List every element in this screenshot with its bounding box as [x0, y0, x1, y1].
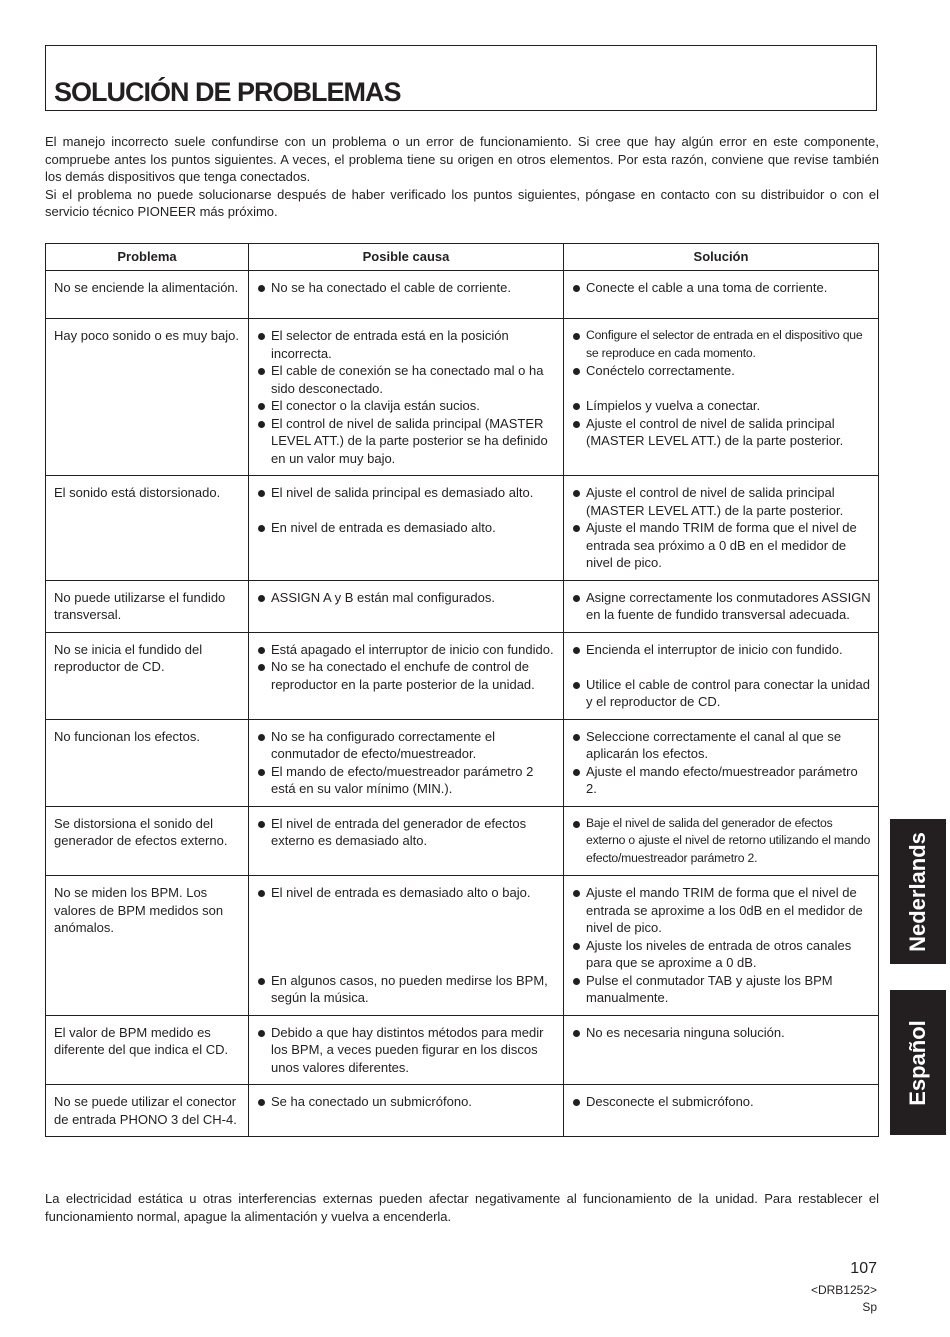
cause-item: En algunos casos, no pueden medirse los BPM, según la música. [257, 972, 557, 1007]
language-tab-nederlands [890, 819, 946, 964]
problem-cell: No se puede utilizar el conector de entrada PHONO 3 del CH-4. [46, 1085, 249, 1137]
intro-paragraph-2: Si el problema no puede solucionarse después de haber verificado los puntos siguientes, póngase en contacto con su distribuidor o con el servicio técnico PIONEER más próximo. [45, 186, 879, 219]
solution-cell [564, 271, 879, 319]
cause-item: En nivel de entrada es demasiado alto. [257, 519, 557, 537]
language-tab-label: Nederlands [905, 831, 930, 952]
solution-item: Seleccione correctamente el canal al que se aplicarán los efectos. [572, 728, 872, 763]
cause-item: El control de nivel de salida principal (MASTER LEVEL ATT.) de la parte posterior se ha definido en un valor muy bajo. [257, 415, 557, 468]
cause-item: El mando de efecto/muestreador parámetro 2 está en su valor mínimo (MIN.). [257, 763, 557, 798]
header-solution: Solución [564, 244, 879, 271]
problem-cell: No puede utilizarse el fundido transversal. [46, 580, 249, 632]
cause-item: No se ha configurado correctamente el conmutador de efecto/muestreador. [257, 728, 557, 763]
solution-item: Ajuste el mando TRIM de forma que el nivel de entrada sea próximo a 0 dB en el medidor de nivel de pico. [572, 519, 872, 572]
troubleshooting-table [45, 243, 879, 1137]
table-row [46, 319, 879, 476]
cause-cell [249, 1085, 564, 1137]
footer-note: La electricidad estática u otras interferencias externas pueden afectar negativamente al funcionamiento de la unidad. Para restablecer el funcionamiento normal, apague la alimentación y vuelva a encenderla. [45, 1191, 879, 1224]
solution-cell [564, 806, 879, 876]
solution-cell [564, 719, 879, 806]
table-row [46, 632, 879, 719]
cause-item: ASSIGN A y B están mal configurados. [257, 589, 557, 607]
solution-item: Límpielos y vuelva a conectar. [572, 397, 872, 415]
table-row [46, 876, 879, 1016]
problem-cell: Hay poco sonido o es muy bajo. [46, 319, 249, 476]
solution-item: Ajuste el mando efecto/muestreador parámetro 2. [572, 763, 872, 798]
solution-item: Ajuste los niveles de entrada de otros canales para que se aproxime a 0 dB. [572, 937, 872, 972]
table-header-row [46, 244, 879, 271]
cause-cell [249, 319, 564, 476]
solution-cell [564, 1085, 879, 1137]
cause-cell [249, 806, 564, 876]
cause-item: El selector de entrada está en la posición incorrecta. [257, 327, 557, 362]
page-number: 107 [850, 1260, 877, 1277]
solution-cell [564, 1015, 879, 1085]
cause-cell [249, 876, 564, 1016]
problem-cell: No se inicia el fundido del reproductor de CD. [46, 632, 249, 719]
problem-cell: Se distorsiona el sonido del generador de efectos externo. [46, 806, 249, 876]
cause-cell [249, 271, 564, 319]
problem-cell: No se miden los BPM. Los valores de BPM medidos son anómalos. [46, 876, 249, 1016]
cause-cell [249, 632, 564, 719]
solution-item: Pulse el conmutador TAB y ajuste los BPM manualmente. [572, 972, 872, 1007]
solution-item: Encienda el interruptor de inicio con fundido. [572, 641, 872, 659]
solution-item: Ajuste el control de nivel de salida principal (MASTER LEVEL ATT.) de la parte posterior. [572, 484, 872, 519]
solution-cell [564, 876, 879, 1016]
header-cause: Posible causa [249, 244, 564, 271]
language-code: Sp [862, 1300, 877, 1314]
language-tab-label: Español [905, 1019, 930, 1106]
cause-item: El cable de conexión se ha conectado mal o ha sido desconectado. [257, 362, 557, 397]
cause-cell [249, 476, 564, 581]
solution-item: Utilice el cable de control para conectar la unidad y el reproductor de CD. [572, 676, 872, 711]
problem-cell: No se enciende la alimentación. [46, 271, 249, 319]
cause-item: El nivel de entrada es demasiado alto o bajo. [257, 884, 557, 902]
solution-cell [564, 476, 879, 581]
document-reference [811, 1282, 877, 1316]
table-row [46, 476, 879, 581]
solution-item: Ajuste el mando TRIM de forma que el nivel de entrada se aproxime a los 0dB en el medidor de nivel de pico. [572, 884, 872, 937]
solution-item: Conéctelo correctamente. [572, 362, 872, 380]
table-row [46, 1015, 879, 1085]
page-title: SOLUCIÓN DE PROBLEMAS [54, 77, 401, 107]
intro-text [45, 133, 879, 221]
cause-item: El nivel de entrada del generador de efectos externo es demasiado alto. [257, 815, 557, 850]
table-row [46, 719, 879, 806]
title-box [45, 45, 877, 111]
cause-item: El conector o la clavija están sucios. [257, 397, 557, 415]
cause-item: No se ha conectado el enchufe de control de reproductor en la parte posterior de la unidad. [257, 658, 557, 693]
problem-cell: El sonido está distorsionado. [46, 476, 249, 581]
solution-cell [564, 632, 879, 719]
solution-item: Baje el nivel de salida del generador de efectos externo o ajuste el nivel de retorno utilizando el mando efecto/muestreador parámetro 2. [572, 815, 872, 868]
cause-item: No se ha conectado el cable de corriente. [257, 279, 557, 297]
solution-cell [564, 319, 879, 476]
solution-cell [564, 580, 879, 632]
table-row [46, 806, 879, 876]
problem-cell: No funcionan los efectos. [46, 719, 249, 806]
cause-item: Se ha conectado un submicrófono. [257, 1093, 557, 1111]
cause-cell [249, 1015, 564, 1085]
solution-item: Conecte el cable a una toma de corriente. [572, 279, 872, 297]
cause-cell [249, 580, 564, 632]
solution-item: No es necesaria ninguna solución. [572, 1024, 872, 1042]
language-tab-espanol [890, 990, 946, 1135]
table-row [46, 580, 879, 632]
solution-item: Configure el selector de entrada en el dispositivo que se reproduce en cada momento. [572, 327, 872, 362]
table-row [46, 1085, 879, 1137]
solution-item: Desconecte el submicrófono. [572, 1093, 872, 1111]
intro-paragraph-1: El manejo incorrecto suele confundirse con un problema o un error de funcionamiento. Si cree que hay algún error en este componente, compruebe antes los puntos siguientes. A veces, el problema tiene su origen en otros elementos. Por esta razón, conviene que revise también los demás dispositivos que tenga conectados. [45, 134, 879, 184]
cause-item: Debido a que hay distintos métodos para medir los BPM, a veces pueden figurar en los discos unos valores diferentes. [257, 1024, 557, 1077]
solution-item: Asigne correctamente los conmutadores ASSIGN en la fuente de fundido transversal adecuada. [572, 589, 872, 624]
cause-item: El nivel de salida principal es demasiado alto. [257, 484, 557, 502]
doc-code: <DRB1252> [810, 1283, 877, 1297]
problem-cell: El valor de BPM medido es diferente del que indica el CD. [46, 1015, 249, 1085]
header-problem: Problema [46, 244, 249, 271]
cause-cell [249, 719, 564, 806]
table-row [46, 271, 879, 319]
cause-item: Está apagado el interruptor de inicio con fundido. [257, 641, 557, 659]
solution-item: Ajuste el control de nivel de salida principal (MASTER LEVEL ATT.) de la parte posterior. [572, 415, 872, 450]
